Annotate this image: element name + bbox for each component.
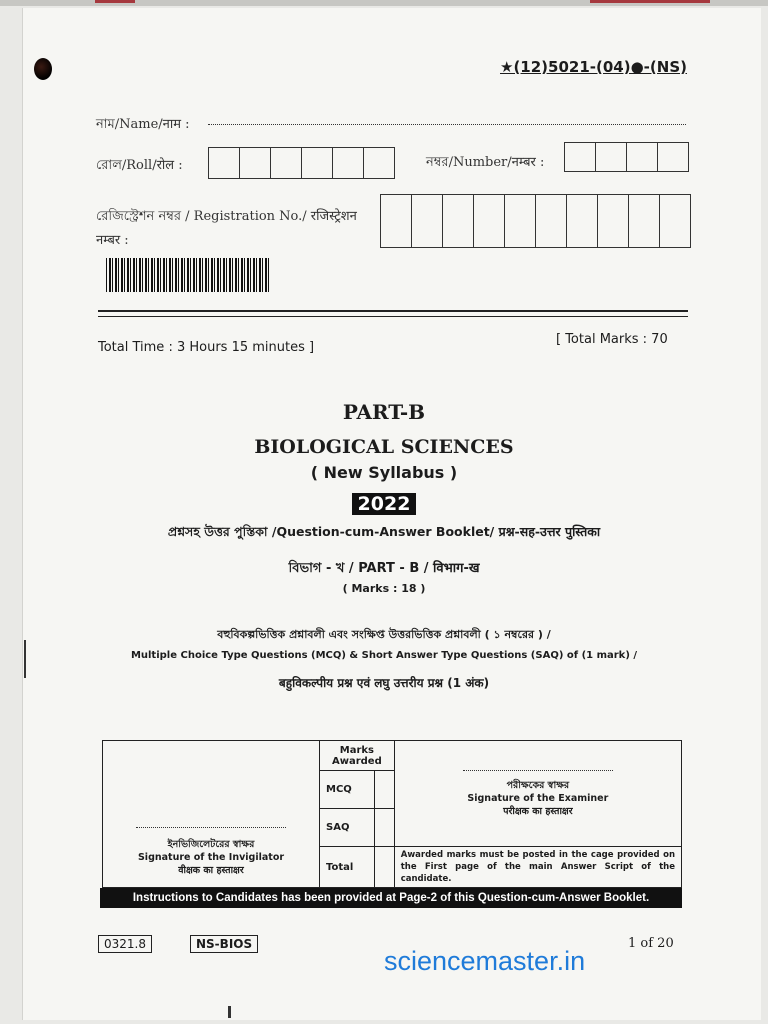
double-rule-top	[98, 310, 688, 312]
double-rule-bottom	[98, 316, 688, 317]
part-title: PART-B	[342, 400, 426, 424]
margin-pen-mark	[24, 640, 26, 678]
invigilator-label-hindi: वीक्षक का हस्ताक्षर	[178, 865, 244, 876]
section-marks: ( Marks : 18 )	[342, 582, 426, 595]
total-label: Total	[320, 847, 375, 888]
marks-awarded-table	[102, 740, 682, 888]
subject-title: BIOLOGICAL SCIENCES	[254, 436, 514, 458]
awarded-marks-note: Awarded marks must be posted in the cage provided on the First page of the main Answer Script of the candidate.	[394, 847, 681, 888]
instructions-banner: Instructions to Candidates has been provided at Page-2 of this Question-cum-Answer Booklet.	[100, 888, 682, 908]
punch-hole	[34, 58, 52, 80]
total-marks-cell[interactable]	[375, 847, 395, 888]
paper-code-box: 0321.8	[98, 935, 152, 953]
year-block	[0, 493, 768, 515]
roll-label: রোল/Roll/रोल :	[96, 158, 183, 173]
year-badge: 2022	[352, 493, 417, 515]
name-field[interactable]	[208, 124, 686, 125]
question-type-bengali: বহুবিকল্পভিত্তিক প্রশ্নাবলী এবং সংক্ষিপ্ত উত্তরভিত্তিক প্রশ্নাবলী ( ১ নম্বরের ) /	[217, 628, 551, 641]
saq-label: SAQ	[320, 809, 375, 847]
marks-awarded-header: Marks Awarded	[320, 741, 395, 771]
number-label: নম্বর/Number/नम्बर :	[426, 155, 545, 170]
examiner-signature-cell[interactable]	[394, 741, 681, 847]
name-label: নাম/Name/नाम :	[96, 117, 190, 132]
invigilator-signature-cell[interactable]	[103, 741, 320, 888]
question-type-english: Multiple Choice Type Questions (MCQ) & Short Answer Type Questions (SAQ) of (1 mark) /	[130, 650, 638, 661]
registration-label-cont: नम्बर :	[96, 233, 129, 248]
syllabus: ( New Syllabus )	[310, 463, 458, 482]
subject-code-box: NS-BIOS	[190, 935, 258, 953]
page-number: 1 of 20	[628, 936, 674, 951]
red-edge-mark	[590, 0, 710, 3]
mcq-marks-cell[interactable]	[375, 771, 395, 809]
paper-code: ★(12)5021-(04)●-(NS)	[500, 58, 687, 76]
examiner-label-bengali: পরীক্ষকের স্বাক্ষর	[506, 779, 570, 791]
examiner-label-english: Signature of the Examiner	[467, 792, 609, 804]
watermark-text: sciencemaster.in	[384, 946, 586, 976]
invigilator-label-english: Signature of the Invigilator	[137, 852, 285, 863]
invigilator-label-bengali: ইনভিজিলেটরের স্বাক্ষর	[167, 839, 255, 850]
registration-label: রেজিস্ট্রেশন নম্বর / Registration No./ रजिस्ट्रेशन	[96, 209, 357, 224]
booklet-title: প্রশ্নসহ উত্তর পুস্তিকা /Question-cum-Answer Booklet/ प्रश्न-सह-उत्तर पुस्तिका	[167, 524, 601, 539]
page-top-edge	[0, 0, 768, 6]
question-type-hindi: बहुविकल्पीय प्रश्न एवं लघु उत्तरीय प्रश्न (1 अंक)	[278, 676, 490, 690]
total-marks: [ Total Marks : 70	[556, 332, 668, 347]
number-boxes[interactable]	[564, 142, 689, 172]
saq-marks-cell[interactable]	[375, 809, 395, 847]
roll-boxes[interactable]	[208, 147, 395, 179]
registration-boxes[interactable]	[380, 194, 691, 248]
section-title: বিভাগ - খ / PART - B / विभाग-ख	[288, 561, 480, 576]
examiner-label-hindi: परीक्षक का हस्ताक्षर	[503, 805, 573, 817]
bottom-edge-mark	[228, 1006, 231, 1018]
mcq-label: MCQ	[320, 771, 375, 809]
total-time: Total Time : 3 Hours 15 minutes ]	[98, 340, 315, 355]
red-edge-mark	[95, 0, 135, 3]
barcode	[106, 258, 270, 292]
